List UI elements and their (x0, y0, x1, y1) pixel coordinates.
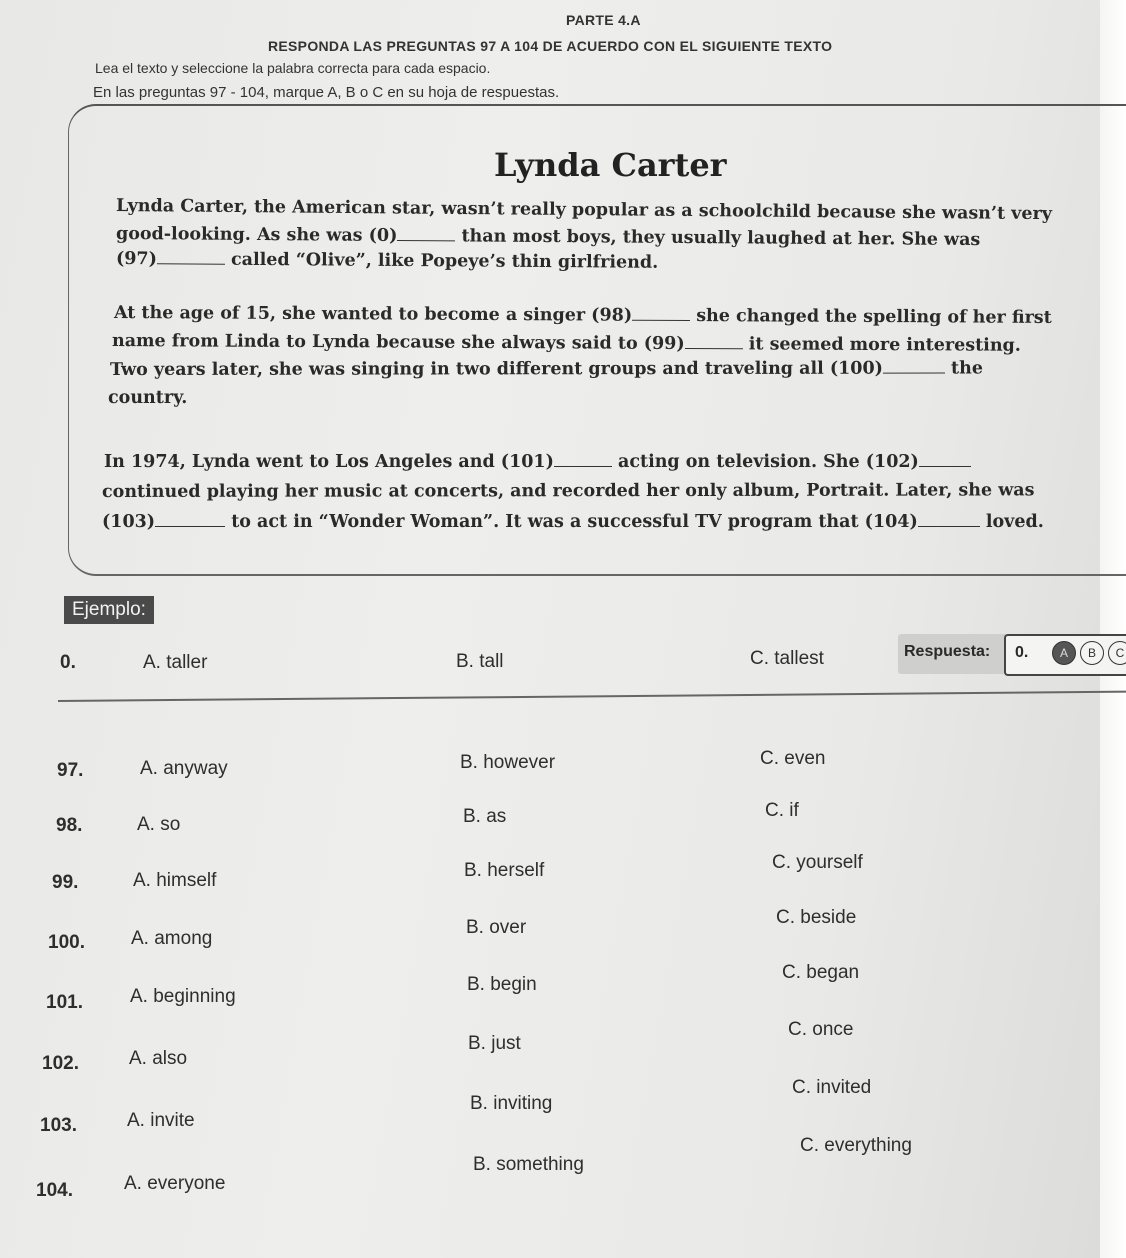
passage-line-5: name from Linda to Lynda because she always said to (99) it seemed more interesting. (111, 331, 1021, 356)
q102-option-c[interactable]: C. once (788, 1019, 854, 1040)
passage-line-8: In 1974, Lynda went to Los Angeles and (101) acting on television. She (102) (104, 452, 971, 472)
blank-104[interactable] (918, 514, 980, 527)
passage-line-10: (103) to act in “Wonder Woman”. It was a successful TV program that (104) loved. (102, 512, 1044, 532)
q100-option-b[interactable]: B. over (466, 917, 527, 938)
instruction-mark: En las preguntas 97 - 104, marque A, B o C en su hoja de respuestas. (93, 84, 560, 101)
answer-label: Respuesta: (904, 643, 991, 660)
q101-option-c[interactable]: C. began (782, 962, 860, 983)
q98-option-a[interactable]: A. so (137, 814, 181, 835)
question-number-102: 102. (42, 1053, 79, 1074)
passage-line-9: continued playing her music at concerts, and recorded her only album, Portrait. Later, she was (101, 480, 1035, 502)
example-option-a: A. taller (143, 652, 208, 673)
q101-option-a[interactable]: A. beginning (130, 986, 236, 1007)
example-badge: Ejemplo: (64, 596, 154, 624)
q97-option-b[interactable]: B. however (460, 752, 556, 773)
blank-97[interactable] (157, 251, 225, 264)
answer-bubble-c[interactable]: C (1108, 641, 1126, 665)
question-number-99: 99. (52, 872, 79, 893)
q100-option-c[interactable]: C. beside (776, 907, 857, 928)
blank-103[interactable] (155, 514, 225, 527)
passage-line-2: good-looking. As she was (0) than most boys, they usually laughed at her. She was (115, 224, 981, 251)
question-number-97: 97. (57, 760, 84, 781)
passage-line-7: country. (108, 388, 188, 408)
q97-option-c[interactable]: C. even (760, 748, 826, 769)
q99-option-b[interactable]: B. herself (464, 860, 545, 881)
example-number: 0. (60, 652, 76, 673)
q98-option-c[interactable]: C. if (765, 800, 799, 821)
q104-option-c[interactable]: C. everything (800, 1135, 912, 1156)
passage-title: Lynda Carter (494, 146, 727, 184)
answer-bubble-a[interactable]: A (1052, 641, 1076, 665)
q103-option-a[interactable]: A. invite (127, 1110, 195, 1131)
blank-99[interactable] (685, 336, 743, 349)
q98-option-b[interactable]: B. as (463, 806, 507, 827)
q102-option-b[interactable]: B. just (468, 1033, 521, 1054)
question-number-98: 98. (56, 815, 83, 836)
question-number-104: 104. (36, 1180, 73, 1201)
question-number-101: 101. (46, 992, 83, 1013)
q101-option-b[interactable]: B. begin (467, 974, 537, 995)
blank-100[interactable] (883, 361, 945, 374)
passage-line-4: At the age of 15, she wanted to become a singer (98) she changed the spelling of her first (113, 303, 1052, 328)
blank-101[interactable] (554, 454, 612, 467)
blank-0 (397, 228, 455, 241)
blank-98[interactable] (632, 308, 690, 321)
q103-option-c[interactable]: C. invited (792, 1077, 872, 1098)
passage-line-3: (97) called “Olive”, like Popeye’s thin girlfriend. (115, 249, 659, 273)
q104-option-b[interactable]: B. something (473, 1154, 584, 1175)
instruction-read: Lea el texto y seleccione la palabra correcta para cada espacio. (95, 60, 491, 76)
blank-102[interactable] (919, 454, 971, 467)
q97-option-a[interactable]: A. anyway (140, 758, 228, 779)
q99-option-a[interactable]: A. himself (133, 870, 217, 891)
example-option-b: B. tall (456, 651, 504, 672)
q103-option-b[interactable]: B. inviting (470, 1093, 553, 1114)
q102-option-a[interactable]: A. also (129, 1048, 188, 1069)
part-heading: PARTE 4.A (566, 12, 641, 28)
passage-line-1: Lynda Carter, the American star, wasn’t really popular as a schoolchild because she wasn’t very (115, 196, 1053, 225)
example-option-c: C. tallest (750, 648, 824, 669)
instruction-main: RESPONDA LAS PREGUNTAS 97 A 104 DE ACUERDO CON EL SIGUIENTE TEXTO (268, 38, 833, 54)
question-number-100: 100. (48, 932, 85, 953)
question-number-103: 103. (40, 1115, 77, 1136)
passage-line-6: Two years later, she was singing in two different groups and traveling all (100) the (109, 358, 984, 380)
q99-option-c[interactable]: C. yourself (772, 852, 863, 873)
answer-number: 0. (1015, 644, 1029, 661)
q104-option-a[interactable]: A. everyone (124, 1173, 226, 1194)
answer-bubble-b[interactable]: B (1080, 641, 1104, 665)
q100-option-a[interactable]: A. among (131, 928, 213, 949)
